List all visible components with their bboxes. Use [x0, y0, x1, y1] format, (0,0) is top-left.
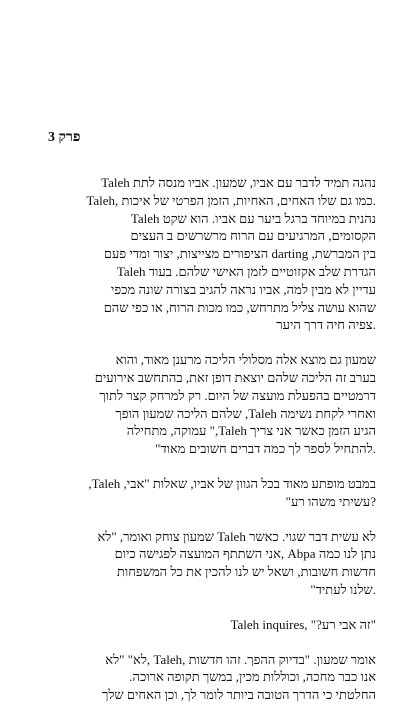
paragraph-gap [44, 634, 376, 651]
text-line: החלטתי כי הדרך הטובה ביותר לומר לך, וכן האחים שלך [101, 687, 376, 703]
text-line: נהנית במיוחד ברגל ביער עם אביו. הוא שקט Taleh [130, 210, 376, 226]
paragraph-4 [44, 528, 376, 599]
text-line: .כמו גם שלו האחים, האחיות, הזמן הפרטי של איכות ,Taleh [86, 192, 376, 208]
text-line: נהגה תמיד לדבר עם אביו, שמעון. אביו מנסה לתת Taleh [101, 175, 376, 190]
paragraph-2 [44, 351, 376, 458]
paragraph-5 [44, 616, 376, 634]
text-line: לא עשית דבר שגוי. כאשר Taleh שמעון צוחק ואומר, "לא [97, 528, 376, 544]
text-line: שמעון גם מוצא אלה מסלולי הליכה מרענן מאוד, והוא [115, 352, 376, 368]
text-line: נתן לנו כמה Abpa ,אני השתתף המועצה לפגישה כיום [114, 546, 376, 562]
text-line: עדיין לא מבין למה, אביו נראה להגיב בצורה שונה מכפי [110, 281, 376, 297]
text-line: בערב זה הליכה שלהם יוצאת דופן זאת, בהתחשב אירועים [94, 369, 376, 385]
paragraph-gap [44, 334, 376, 351]
text-line: בין המברשת, darting הציפורים מצייצות, יצור ומדי פעם [103, 246, 376, 262]
text-line: אנו כבר מחכה, וכוללות מכין, במשך תקופה ארוכה. [129, 669, 376, 685]
paragraph-gap [44, 511, 376, 528]
paragraph-6 [44, 651, 376, 704]
paragraph-gap [44, 599, 376, 616]
text-line: דרמטיים בהפעלת מועצה של היום. רק למרחק קצר לתוך [99, 387, 376, 403]
text-line: ואחרי לקחת נשימה Taleh, שלהם הליכה שמעון הופך [115, 405, 376, 421]
text-line: .צפיה חיה דרך היער [276, 317, 376, 333]
text-line: שהוא עושה צליל מתרחש, כמו מכות הרוח, או כפי שהם [103, 299, 376, 315]
text-line: הגיע הזמן כאשר אני צריך Taleh," עמוקה, מתחילה [126, 423, 376, 439]
chapter-title: פרק 3 [48, 130, 81, 145]
paragraph-gap [44, 458, 376, 475]
paragraph-3 [44, 475, 376, 511]
paragraph-1 [44, 174, 376, 334]
text-line: אומר שמעון. "בדיוק ההפך. זהו חדשות ,Taleh ,לא" "לא [105, 651, 376, 667]
chapter-body [44, 174, 376, 704]
text-line: .שלנו לעתיד" [310, 581, 376, 597]
text-line: חדשות חשובות, ושאל יש לנו להכין את כל המשפחות [116, 564, 376, 580]
text-line: הקסומים, המרגיעים עם הרוח מרשרשים ב העצים [130, 228, 376, 244]
text-line: במבט מופתע מאוד בכל הגוון של אביו, שאלות "אבי, Taleh, [88, 475, 376, 491]
text-line: ?עשיתי משהו רע" [285, 493, 376, 509]
text-line: Taleh inquires, "?זה אבי רע" [230, 616, 376, 632]
text-line: Taleh הגדרת שלב אקזוטיים לזמן האישי שלהם. בעוד [116, 263, 376, 279]
text-line: .להתחיל לספר לך כמה דברים חשובים מאוד" [155, 441, 376, 457]
